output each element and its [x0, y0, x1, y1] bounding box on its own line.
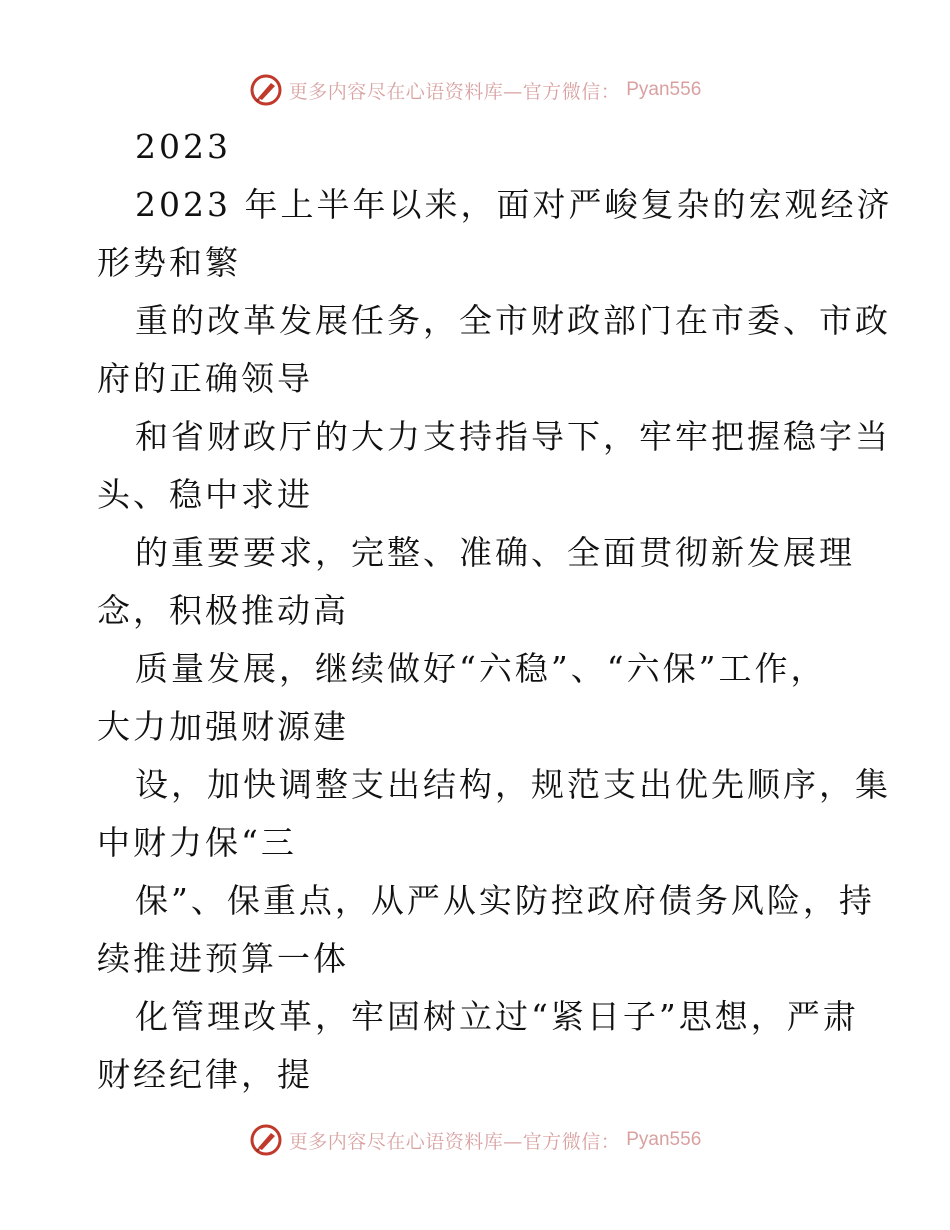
- watermark-text: 更多内容尽在心语资料库—官方微信：: [288, 80, 621, 103]
- quill-pen-logo-icon: [249, 1123, 283, 1157]
- text-line: 大力加强财源建: [97, 707, 349, 746]
- text-line: 府的正确领导: [97, 359, 313, 398]
- text-line: 质量发展，继续做好“六稳”、“六保”工作，: [135, 649, 827, 688]
- text-line: 头、稳中求进: [97, 475, 313, 514]
- text-line: 财经纪律，提: [97, 1055, 313, 1094]
- text-line: 化管理改革，牢固树立过“紧日子”思想，严肃: [135, 997, 859, 1036]
- text-line: 念，积极推动高: [97, 591, 349, 630]
- text-line: 2023 年上半年以来，面对严峻复杂的宏观经济: [135, 185, 893, 224]
- header-watermark: [0, 70, 950, 110]
- text-line: 的重要要求，完整、准确、全面贯彻新发展理: [135, 533, 855, 572]
- text-line: 保”、保重点，从严从实防控政府债务风险，持: [135, 881, 875, 920]
- text-line: 续推进预算一体: [97, 939, 349, 978]
- text-line: 形势和繁: [97, 243, 241, 282]
- text-line: 和省财政厅的大力支持指导下，牢牢把握稳字当: [135, 417, 891, 456]
- watermark-wechat-id: Pyan556: [626, 1129, 702, 1150]
- footer-watermark: [0, 1120, 950, 1160]
- watermark-text: 更多内容尽在心语资料库—官方微信：: [288, 1130, 621, 1153]
- watermark-wechat-id: Pyan556: [626, 79, 702, 100]
- text-line: 2023: [135, 127, 231, 166]
- text-line: 重的改革发展任务，全市财政部门在市委、市政: [135, 301, 891, 340]
- quill-pen-logo-icon: [249, 73, 283, 107]
- text-line: 中财力保“三: [97, 823, 297, 862]
- document-body: [97, 118, 893, 1104]
- text-line: 设，加快调整支出结构，规范支出优先顺序，集: [135, 765, 891, 804]
